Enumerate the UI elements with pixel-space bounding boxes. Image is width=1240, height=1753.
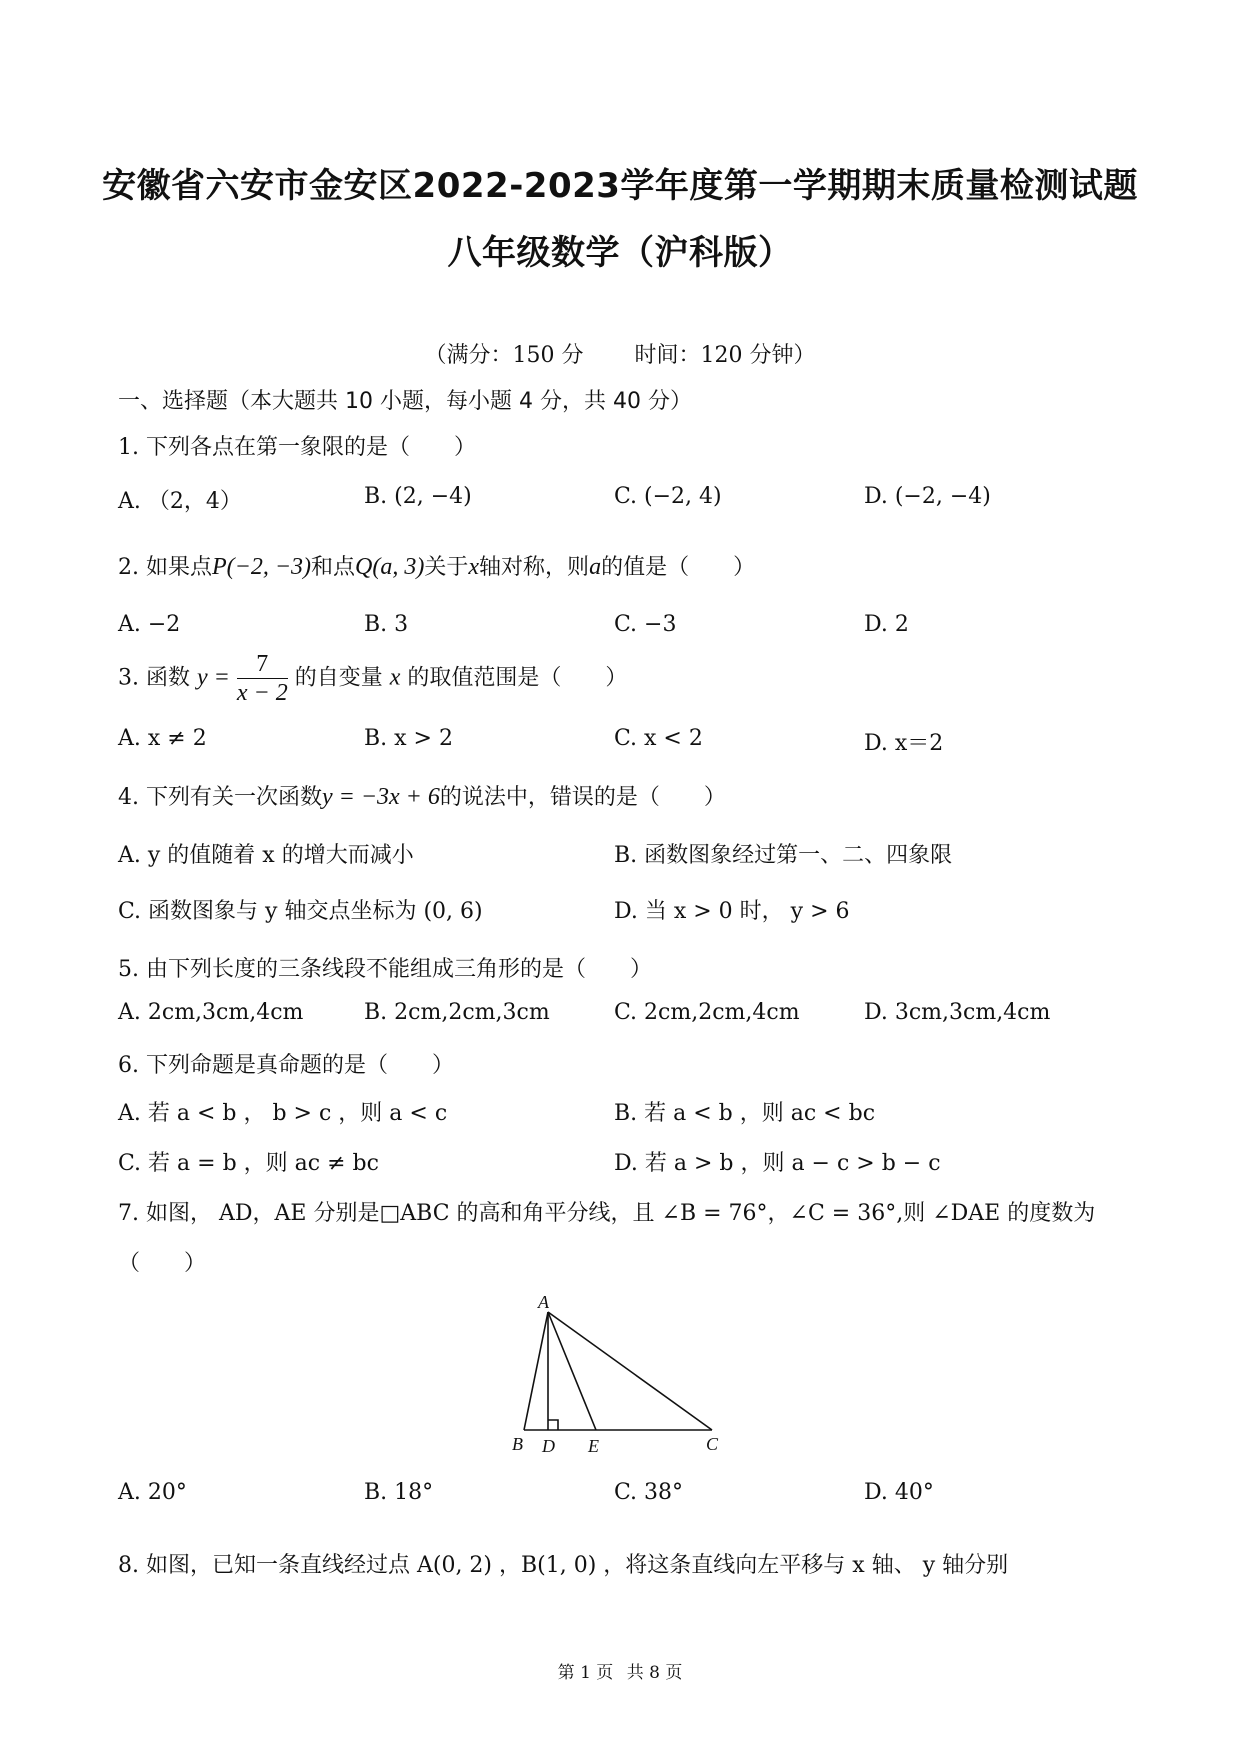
question-3-option-a: A. x ≠ 2 <box>118 726 207 751</box>
label-e: E <box>588 1436 599 1456</box>
question-7-option-d: D. 40° <box>864 1480 934 1505</box>
question-6-stem: 6. 下列命题是真命题的是（ ） <box>118 1053 454 1078</box>
page-number: 第 1 页 <box>557 1663 614 1683</box>
right-angle-mark <box>548 1420 558 1430</box>
question-8-stem: 8. 如图，已知一条直线经过点 A(0, 2) ，B(1, 0) ，将这条直线向左平移与 x 轴、 y 轴分别 <box>118 1553 1009 1578</box>
question-7-blank: （ ） <box>118 1251 207 1276</box>
question-3-stem: 3. 函数 y = $\frac{7}{x - 2}$ 的自变量 x 的取值范围是（ ） <box>118 651 628 706</box>
question-2-option-c: C. −3 <box>614 612 677 637</box>
time-info: 时间：120 分钟） <box>634 343 816 368</box>
label-b: B <box>512 1434 523 1454</box>
page-title: 安徽省六安市金安区2022-2023学年度第一学期期末质量检测试题 <box>102 166 1138 206</box>
question-5-option-d: D. 3cm,3cm,4cm <box>864 1000 1051 1025</box>
page-footer <box>0 1658 1240 1683</box>
fraction: $\frac{7}{x - 2}$ <box>236 651 288 706</box>
question-1-option-c: C. (−2, 4) <box>614 484 722 509</box>
triangle-figure <box>500 1290 740 1460</box>
page-total: 共 8 页 <box>626 1663 683 1683</box>
question-4-option-b: B. 函数图象经过第一、二、四象限 <box>614 843 953 868</box>
question-2-stem: 2. 如果点P(−2, −3)和点Q(a, 3)关于x轴对称，则a的值是（ ） <box>118 554 756 580</box>
question-5-option-c: C. 2cm,2cm,4cm <box>614 1000 800 1025</box>
question-4-option-c: C. 函数图象与 y 轴交点坐标为 (0, 6) <box>118 899 483 924</box>
page-subtitle: 八年级数学（沪科版） <box>447 233 793 273</box>
score-info: （满分：150 分 <box>424 343 584 368</box>
side-ab <box>524 1312 548 1430</box>
question-6-option-a: A. 若 a < b ， b > c ，则 a < c <box>118 1101 448 1126</box>
question-2-option-b: B. 3 <box>364 612 409 637</box>
question-5-stem: 5. 由下列长度的三条线段不能组成三角形的是（ ） <box>118 957 652 982</box>
question-7-option-a: A. 20° <box>118 1480 187 1505</box>
label-c: C <box>706 1434 719 1454</box>
question-3-option-b: B. x > 2 <box>364 726 453 751</box>
question-1-option-d: D. (−2, −4) <box>864 484 991 509</box>
question-6-option-c: C. 若 a = b ，则 ac ≠ bc <box>118 1151 379 1176</box>
question-2-option-a: A. −2 <box>118 612 181 637</box>
question-4-option-d: D. 当 x > 0 时， y > 6 <box>614 899 850 924</box>
question-3-option-d: D. x＝2 <box>864 731 944 756</box>
question-1-option-a: A. （2，4） <box>118 489 242 514</box>
question-5-option-a: A. 2cm,3cm,4cm <box>118 1000 304 1025</box>
question-7-option-b: B. 18° <box>364 1480 434 1505</box>
question-6-option-d: D. 若 a > b ，则 a − c > b − c <box>614 1151 941 1176</box>
question-3-option-c: C. x < 2 <box>614 726 703 751</box>
question-5-option-b: B. 2cm,2cm,3cm <box>364 1000 550 1025</box>
label-a: A <box>538 1292 549 1312</box>
question-6-option-b: B. 若 a < b ，则 ac < bc <box>614 1101 876 1126</box>
exam-meta <box>0 338 1240 369</box>
section-heading: 一、选择题（本大题共 10 小题，每小题 4 分，共 40 分） <box>118 389 692 414</box>
question-4-stem: 4. 下列有关一次函数y = −3x + 6的说法中，错误的是（ ） <box>118 784 726 810</box>
question-1-stem: 1. 下列各点在第一象限的是（ ） <box>118 435 476 460</box>
label-d: D <box>542 1436 555 1456</box>
question-7-option-c: C. 38° <box>614 1480 684 1505</box>
question-7-stem: 7. 如图， AD，AE 分别是□ABC 的高和角平分线，且 ∠B = 76°，∠C = 36°,则 ∠DAE 的度数为 <box>118 1201 1096 1226</box>
question-2-option-d: D. 2 <box>864 612 909 637</box>
question-1-option-b: B. (2, −4) <box>364 484 472 509</box>
question-4-option-a: A. y 的值随着 x 的增大而减小 <box>118 843 414 868</box>
